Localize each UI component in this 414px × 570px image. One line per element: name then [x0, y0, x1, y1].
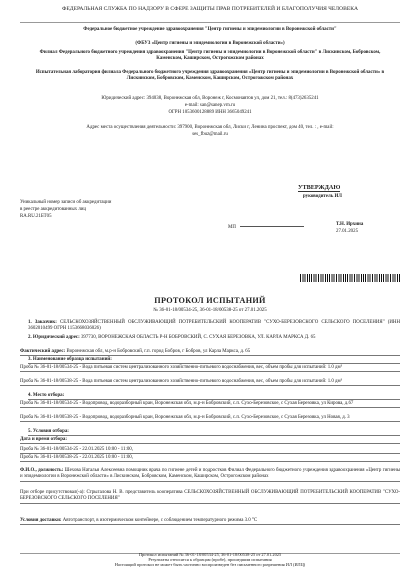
sampling-place-2: Проба № 36-01-18/00538-25 - Водопровод, водоразборный кран, Воронежская обл, м.р-н Бобровский, с.п. Сухо-Березовское, с Сухая Березовка, ул Новая, д. 3 [20, 415, 400, 422]
delivery-label: Условия доставки: [20, 518, 62, 523]
accreditation-label-1: Уникальный номер записи об аккредитации [20, 200, 112, 205]
ogrn-inn: ОГРН 1053600128889 ИНН 3665049241 [168, 110, 252, 115]
sampler-section [20, 468, 400, 482]
footer-line-2: Результаты относятся к образцам (пробе), прошедшим испытания [148, 557, 272, 562]
legal-address-section [28, 335, 400, 341]
protocol-title: ПРОТОКОЛ ИСПЫТАНИЙ [154, 296, 266, 305]
customer-legal-address-value: 397730, ВОРОНЕЖСКАЯ ОБЛАСТЬ Р-Н БОБРОВСКИЙ, С. СУХАЯ БЕРЕЗОВКА, УЛ. КАРЛА МАРКСА Д. 65 [80, 335, 316, 340]
footer-line-3: Настоящий протокол не может быть частично воспроизведен без письменного разрешения ИЛ (ИЛЦ) [114, 562, 306, 567]
sampling-date-2: Проба № 36-01-18/00538-25 - 22.01.2025 10:00 - 11:00, [20, 455, 400, 462]
accreditation-label-2: в реестре аккредитованных лиц [20, 207, 87, 212]
footer-line-1: Протокол испытаний № 36-01-18/00534-25, 36-01-18/00538-25 от 27.01.2025 [138, 552, 282, 557]
sampling-date-1: Проба № 36-01-18/00534-25 - 22.01.2025 10:00 - 11:00, [20, 447, 400, 454]
accreditation-number: RA.RU.21БТ05 [20, 214, 52, 219]
header-divider [20, 22, 400, 23]
activity-address: Адрес места осуществления деятельности: 397900, Воронежская обл, Лиски г, Ленина проспект, дом 40, тел. : , e-mail: [86, 125, 334, 130]
branch-name: Филиал Федерального бюджетного учреждения здравоохранения "Центр гигиены и эпидемиологии в Воронежской области" в Лискинском, Бобровском, Каменском, Каширском, Острогожском районах [39, 50, 381, 62]
activity-email: ses_fbuz@mail.ru [192, 132, 228, 137]
sampling-conditions-label: 5. Условия отбора: [28, 429, 400, 436]
protocol-number: № 36-01-18/00534-25, 36-01-18/00538-25 от 27.01.2025 [153, 308, 267, 313]
sampling-place-label: 4. Место отбора: [28, 393, 400, 400]
approval-date: 27.01.2025 [336, 229, 359, 234]
actual-address-label: Фактический адрес: [20, 349, 66, 354]
sampling-date-label: Дата и время отбора: [20, 437, 400, 444]
delivery-value: Автотранспорт, в изотермическом контейнере, с соблюдением температурного режима 3.0 °С [62, 518, 258, 523]
approval-role: руководитель ИЛ [303, 194, 342, 199]
lab-name: Испытательная лаборатория филиала Федерального бюджетного учреждения здравоохранения «Центр гигиены и эпидемиологии в Воронежской области» в Лискинском, Бобровском, Каменском, Каширском, Острогожском районах [35, 70, 385, 82]
sampler-value: Шехова Наталья Алексеевна помощник врача по гигиене детей и подростков Филиал Федерального бюджетного учреждения здравоохранения «Центр гигиены и эпидемиологии в Воронежской области» в Лискинском, Бобровском, Каменском, Каширском, Острогожском районах [20, 468, 400, 480]
actual-address-section [20, 349, 400, 356]
agency-title: ФЕДЕРАЛЬНАЯ СЛУЖБА ПО НАДЗОРУ В СФЕРЕ ЗАЩИТЫ ПРАВ ПОТРЕБИТЕЛЕЙ И БЛАГОПОЛУЧИЯ ЧЕЛОВЕКА [61, 6, 359, 12]
signature-line [240, 226, 304, 227]
customer-legal-address-label: 2. Юридический адрес: [28, 335, 80, 340]
customer-section [28, 320, 400, 333]
actual-address-value: Воронежская обл, м.р-н Бобровский, г.п. город Бобров, г Бобров, ул Карла Маркса, д. 65 [66, 349, 251, 354]
delivery-section [20, 518, 400, 525]
approval-title: УТВЕРЖДАЮ [298, 184, 341, 191]
approval-signer: Т.Н. Ирхина [336, 222, 364, 227]
org-name: Федеральное бюджетное учреждение здравоохранения "Центр гигиены и эпидемиологии в Воронежской области" [83, 27, 337, 32]
sample-name-1: Проба № 36-01-18/00534-25 - Вода питьевая систем централизованного хозяйственно-питьевого водоснабжения, вес, объем пробы для испытаний: 1.0 дм³ [20, 365, 400, 372]
legal-address: Юридический адрес: 394038, Воронежская обл, Воронеж г, Космонавтов ул, дом 21, тел.: 8(473)2635241 [101, 96, 319, 101]
presence-text: При отборе присутствовал(-а): Стрыгалова Н. В. представитель кооператива СЕЛЬСКОХОЗЯЙСТВЕННЫЙ ОБСЛУЖИВАЮЩИЙ ПОТРЕБИТЕЛЬСКИЙ КООПЕРАТИВ "СУХО-БЕРЕЗОВСКОГО СЕЛЬСКОГО ПОСЕЛЕНИЯ" [20, 490, 400, 504]
sampling-place-1: Проба № 36-01-18/00534-25 - Водопровод, водоразборный кран, Воронежская обл, м.р-н Бобровский, с.п. Сухо-Березовское, с Сухая Березовка, ул Кирова, д.67 [20, 401, 400, 408]
stamp-placeholder: МП [228, 225, 236, 230]
barcode-icon [300, 274, 400, 282]
sample-name-2: Проба № 36-01-18/00538-25 - Вода питьевая систем централизованного хозяйственно-питьевого водоснабжения, вес, объем пробы для испытаний: 1.0 дм³ [20, 379, 400, 386]
lab-email: e-mail: san@sanep.vrn.ru [184, 103, 236, 108]
customer-value: СЕЛЬСКОХОЗЯЙСТВЕННЫЙ ОБСЛУЖИВАЮЩИЙ ПОТРЕБИТЕЛЬСКИЙ КООПЕРАТИВ "СУХО-БЕРЕЗОВСКОГО СЕЛЬСКОГО ПОСЕЛЕНИЯ" (ИНН 3602010499 ОГРН 1153668036026) [28, 320, 400, 332]
org-short-name: (ФБУЗ «Центр гигиены и эпидемиологии в Воронежской области») [135, 41, 285, 46]
sampler-label: Ф.И.О., должность: [20, 468, 64, 473]
customer-label: 1. Заказчик: [28, 320, 57, 325]
sample-name-label: 3. Наименование образца испытаний: [28, 357, 400, 364]
